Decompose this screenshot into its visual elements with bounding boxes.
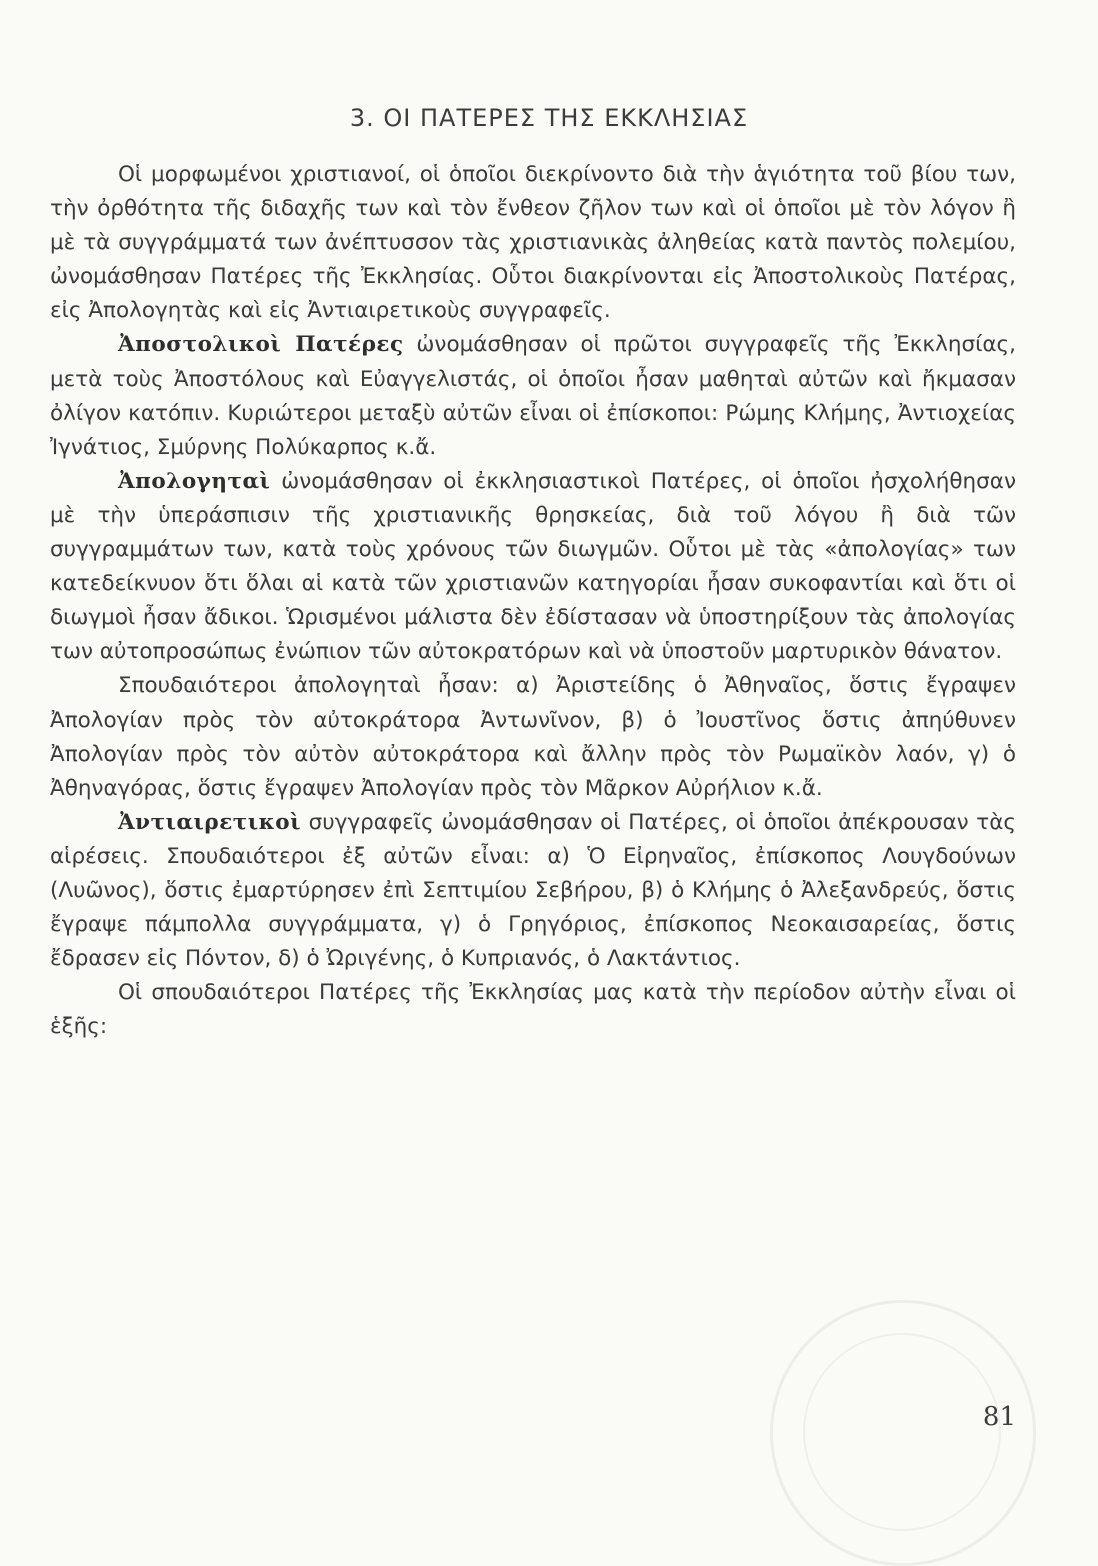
paragraph-text: ὠνομάσθησαν οἱ ἐκκλησιαστικοὶ Πατέρες, οἱ ὁποῖοι ἠσχολήθησαν μὲ τὴν ὑπεράσπισιν τῆς χριστιανικῆς θρησκείας, διὰ τοῦ λόγου ἢ διὰ τῶν συγγραμμάτων των, κατὰ τοὺς χρόνους τῶν διωγμῶν. Οὗτοι μὲ τὰς «ἀπολογίας» των κατεδείκνυον ὅτι ὅλαι αἱ κατὰ τῶν χριστιανῶν κατηγορίαι ἦσαν συκοφαντίαι καὶ ὅτι οἱ διωγμοὶ ἦσαν ἄδικοι. Ὡρισμένοι μάλιστα δὲν ἐδίστασαν νὰ ὑποστηρίξουν τὰς ἀπολογίας των αὐτοπροσώπως ἐνώπιον τῶν αὐτοκρατόρων καὶ νὰ ὑποστοῦν μαρτυρικὸν θάνατον. [50,468,1016,665]
library-stamp [770,1300,1036,1566]
body-text [50,158,1016,1044]
paragraph-antiheretical [50,806,1016,976]
section-heading: 3. ΟΙ ΠΑΤΕΡΕΣ ΤΗΣ ΕΚΚΛΗΣΙΑΣ [349,104,749,132]
paragraph-intro [50,158,1016,328]
paragraph-text: Οἱ μορφωμένοι χριστιανοί, οἱ ὁποῖοι διεκρίνοντο διὰ τὴν ἁγιότητα τοῦ βίου των, τὴν ὀρθότητα τῆς διδαχῆς των καὶ τὸν ἔνθεον ζῆλον των καὶ οἱ ὁποῖοι μὲ τὸν λόγον ἢ μὲ τὰ συγγράμματά των ἀνέπτυσσον τὰς χριστιανικὰς ἀληθείας κατὰ παντὸς πολεμίου, ὠνομάσθησαν Πατέρες τῆς Ἐκκλησίας. Οὗτοι διακρίνονται εἰς Ἀποστολικοὺς Πατέρας, εἰς Ἀπολογητὰς καὶ εἰς Ἀντιαιρετικοὺς συγγραφεῖς. [50,162,1016,324]
paragraph-closing [50,976,1016,1044]
paragraph-text: ὠνομάσθησαν οἱ πρῶτοι συγγραφεῖς τῆς Ἐκκλησίας, μετὰ τοὺς Ἀποστόλους καὶ Εὐαγγελιστάς, οἱ ὁποῖοι ἦσαν μαθηταὶ αὐτῶν καὶ ἤκμασαν ὀλίγον κατόπιν. Κυριώτεροι μεταξὺ αὐτῶν εἶναι οἱ ἐπίσκοποι: Ρώμης Κλήμης, Ἀντιοχείας Ἰγνάτιος, Σμύρνης Πολύκαρπος κ.ἄ. [50,332,1016,460]
paragraph-text: συγγραφεῖς ὠνομάσθησαν οἱ Πατέρες, οἱ ὁποῖοι ἀπέκρουσαν τὰς αἱρέσεις. Σπουδαιότεροι ἐξ αὐτῶν εἶναι: α) Ὁ Εἰρηναῖος, ἐπίσκοπος Λουγδούνων (Λυῶνος), ὅστις ἐμαρτύρησεν ἐπὶ Σεπτιμίου Σεβήρου, β) ὁ Κλήμης ὁ Ἀλεξανδρεύς, ὅστις ἔγραψε πάμπολλα συγγράμματα, γ) ὁ Γρηγόριος, ἐπίσκοπος Νεοκαισαρείας, ὅστις ἔδρασεν εἰς Πόντον, δ) ὁ Ὠριγένης, ὁ Κυπριανός, ὁ Λακτάντιος. [50,809,1016,972]
term-apostolic-fathers: Ἀποστολικοὶ Πατέρες [118,332,404,358]
paragraph-apologists [50,465,1016,670]
paragraph-text: Οἱ σπουδαιότεροι Πατέρες τῆς Ἐκκλησίας μας κατὰ τὴν περίοδον αὐτὴν εἶναι οἱ ἑξῆς: [50,980,1016,1040]
term-antiheretical: Ἀντιαιρετικοὶ [118,809,302,835]
term-apologists: Ἀπολογηταὶ [118,468,271,494]
page-number: 81 [982,1402,1016,1432]
paragraph-text: Σπουδαιότεροι ἀπολογηταὶ ἦσαν: α) Ἀριστείδης ὁ Ἀθηναῖος, ὅστις ἔγραψεν Ἀπολογίαν πρὸς τὸν αὐτοκράτορα Ἀντωνῖνον, β) ὁ Ἰουστῖνος ὅστις ἀπηύθυνεν Ἀπολογίαν πρὸς τὸν αὐτὸν αὐτοκράτορα καὶ ἄλλην πρὸς τὸν Ρωμαϊκὸν λαόν, γ) ὁ Ἀθηναγόρας, ὅστις ἔγραψεν Ἀπολογίαν πρὸς τὸν Μᾶρκον Αὐρήλιον κ.ἄ. [50,673,1016,801]
paragraph-main-apologists [50,669,1016,805]
library-stamp-inner [803,1333,1001,1531]
paragraph-apostolic-fathers [50,328,1016,464]
